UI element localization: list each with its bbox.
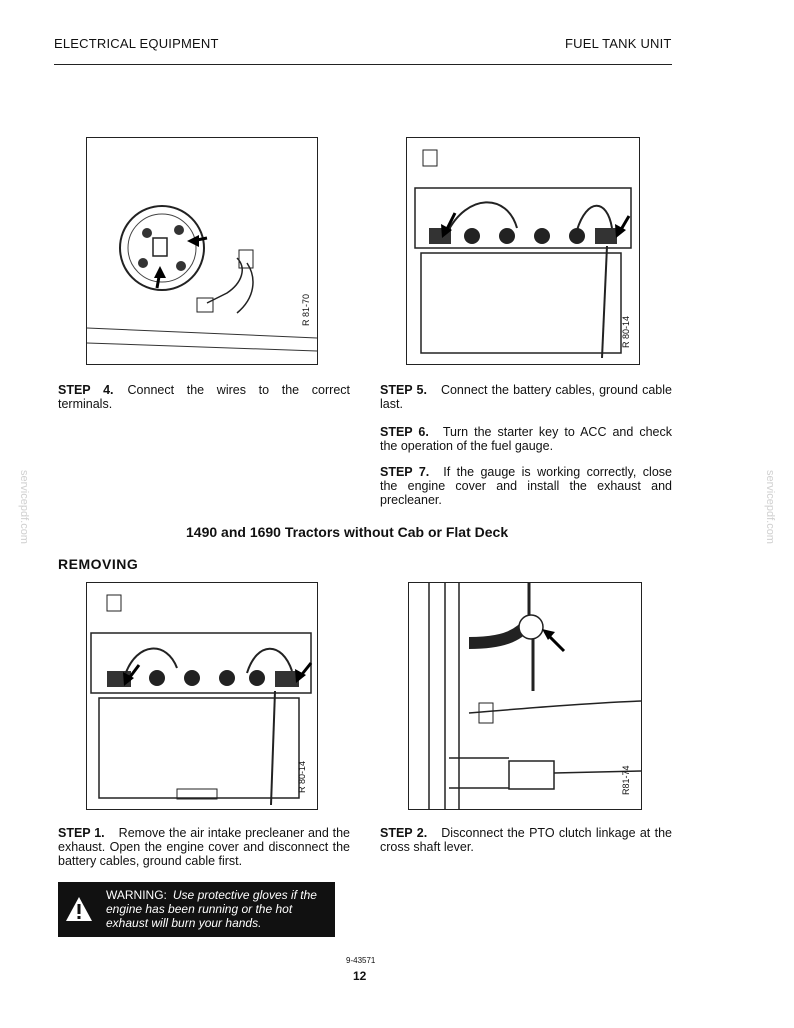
header-rule	[54, 64, 672, 65]
step-1	[58, 826, 350, 868]
step-label: STEP 4.	[58, 383, 114, 397]
step-text: Turn the starter key to ACC and check the operation of the fuel gauge.	[380, 425, 672, 453]
figure-pto-linkage	[408, 582, 642, 810]
figure-code: R81-74	[621, 765, 631, 795]
footer-code: 9-43571	[346, 956, 376, 965]
step-4	[58, 383, 350, 411]
figure-fuel-gauge-sender	[86, 137, 318, 365]
figure-code: R 80-14	[621, 315, 631, 348]
figure-battery-top	[406, 137, 640, 365]
step-label: STEP 5.	[380, 383, 427, 397]
figure-code: R 81-70	[301, 293, 311, 326]
step-text: Connect the wires to the correct terminals.	[58, 383, 350, 411]
header-right: FUEL TANK UNIT	[565, 36, 672, 51]
battery-illustration	[87, 583, 317, 809]
watermark-right: servicepdf.com	[764, 470, 776, 544]
watermark-left: servicepdf.com	[18, 470, 30, 544]
warning-text	[106, 888, 335, 930]
step-text: Disconnect the PTO clutch linkage at the cross shaft lever.	[380, 826, 672, 854]
section-title: 1490 and 1690 Tractors without Cab or Flat Deck	[186, 524, 509, 540]
header-left: ELECTRICAL EQUIPMENT	[54, 36, 219, 51]
pto-linkage-illustration	[409, 583, 641, 809]
step-label: STEP 6.	[380, 425, 429, 439]
warning-message: Use protective gloves if the engine has been running or the hot exhaust will burn your hands.	[106, 888, 317, 930]
step-5	[380, 383, 672, 411]
step-text: Remove the air intake precleaner and the exhaust. Open the engine cover and disconnect the battery cables, ground cable first.	[58, 826, 350, 868]
step-label: STEP 2.	[380, 826, 428, 840]
fuel-gauge-sender-illustration	[87, 138, 317, 364]
step-label: STEP 1.	[58, 826, 105, 840]
warning-box	[58, 882, 335, 937]
figure-code: R 80-14	[297, 760, 307, 793]
step-2	[380, 826, 672, 854]
warning-label: WARNING:	[106, 888, 167, 902]
step-7	[380, 465, 672, 507]
step-text: Connect the battery cables, ground cable last.	[380, 383, 672, 411]
figure-battery-removing	[86, 582, 318, 810]
battery-illustration	[407, 138, 639, 364]
step-label: STEP 7.	[380, 465, 430, 479]
removing-heading: REMOVING	[58, 556, 139, 572]
step-text: If the gauge is working correctly, close the engine cover and install the exhaust and precleaner.	[380, 465, 672, 507]
page-number: 12	[353, 969, 367, 983]
step-6	[380, 425, 672, 453]
warning-icon	[65, 896, 93, 922]
